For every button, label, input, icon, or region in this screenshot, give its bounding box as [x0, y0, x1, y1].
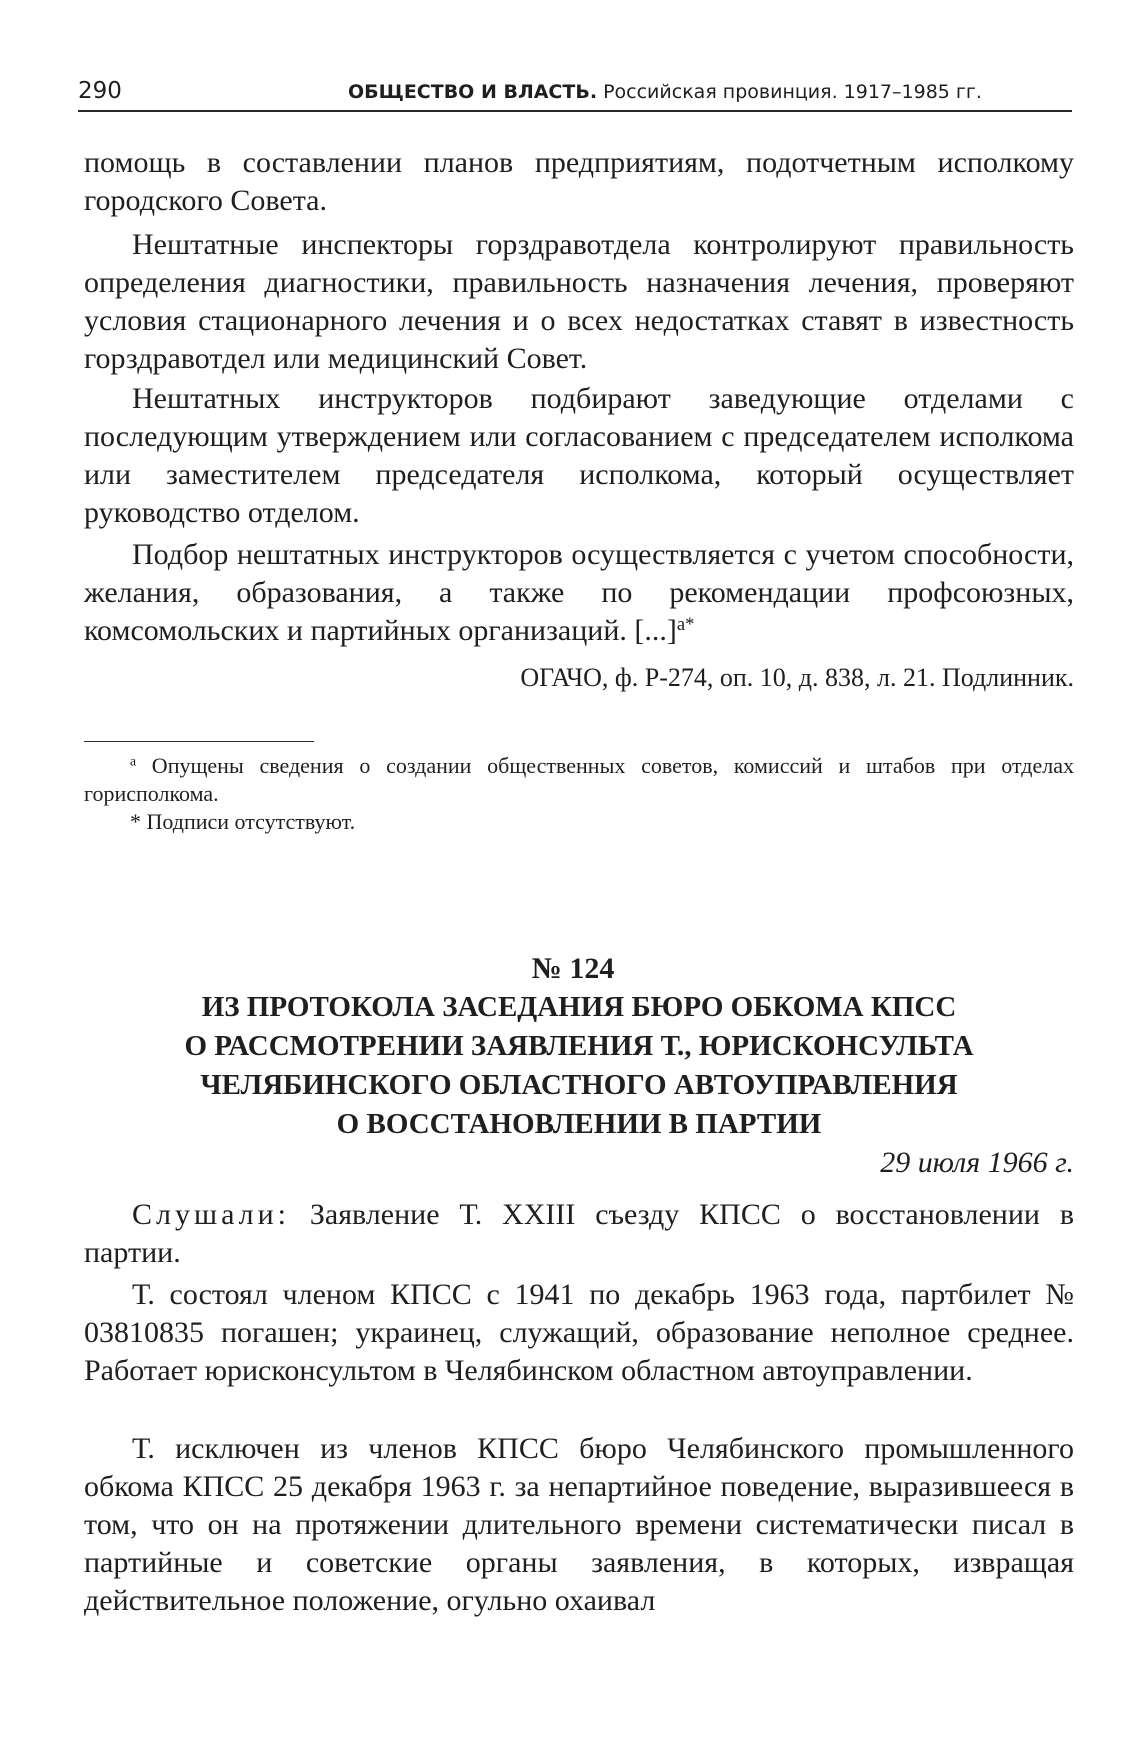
running-title-rest: Российская провинция. 1917–1985 гг.	[597, 81, 982, 103]
paragraph-membership	[84, 1276, 1074, 1390]
running-header	[78, 76, 1072, 112]
paragraph-text: Нештатные инспекторы горздравотдела контролируют правильность определения диагностики, правильность назначения лечения, проверяют условия стационарного лечения и о всех недостатках ставят в известность горздравотдел или медицинский Совет.	[84, 228, 1074, 375]
paragraph-text: помощь в составлении планов предприятиям, подотчетным исполкому городского Совета.	[84, 146, 1074, 217]
document-number: № 124	[531, 952, 615, 985]
paragraph-text: Т. исключен из членов КПСС бюро Челябинского промышленного обкома КПСС 25 декабря 1963 г. за непартийное поведение, выразившееся в том, что он на протяжении длительного времени систематически писал в партийные и советские органы заявления, в которых, извращая действительное положение, огульно охаивал	[84, 1432, 1074, 1617]
footnote-star	[84, 808, 1074, 836]
heard-text: Заявление Т. XXIII съезду КПСС о восстановлении в партии.	[84, 1198, 1074, 1269]
document-title-line: О РАССМОТРЕНИИ ЗАЯВЛЕНИЯ Т., ЮРИСКОНСУЛЬТА	[184, 1030, 974, 1062]
paragraph-inspectors	[84, 226, 1074, 378]
paragraph-text	[84, 1196, 1074, 1272]
running-title-bold: ОБЩЕСТВО И ВЛАСТЬ.	[348, 81, 598, 103]
paragraph-heard	[84, 1196, 1074, 1272]
footnote-marks: а*	[676, 613, 695, 635]
footnote-a	[84, 752, 1074, 808]
running-title	[348, 78, 982, 106]
document-title-line: ЧЕЛЯБИНСКОГО ОБЛАСТНОГО АВТОУПРАВЛЕНИЯ	[200, 1069, 958, 1101]
paragraph-text: Нештатных инструкторов подбирают заведующие отделами с последующим утверждением или согласованием с председателем исполкома или заместителем председателя исполкома, который осуществляет руководство отделом.	[84, 382, 1074, 529]
document-date: 29 июля 1966 г.	[880, 1146, 1074, 1179]
footnotes	[84, 752, 1074, 836]
paragraph-text: Т. состоял членом КПСС с 1941 по декабрь 1963 года, партбилет № 03810835 погашен; украинец, служащий, образование неполное среднее. Работает юрисконсультом в Челябинском областном автоуправлении.	[84, 1278, 1074, 1387]
document-title-line: ИЗ ПРОТОКОЛА ЗАСЕДАНИЯ БЮРО ОБКОМА КПСС	[201, 991, 957, 1023]
footnote-mark: а	[130, 753, 137, 769]
paragraph-expulsion	[84, 1430, 1074, 1620]
paragraph-continuation	[84, 144, 1074, 220]
footnote-text: Опущены сведения о создании общественных советов, комиссий и штабов при отделах горисполкома.	[84, 753, 1074, 806]
footnote-text: Подписи отсутствуют.	[141, 809, 356, 834]
paragraph-text-main: Подбор нештатных инструкторов осуществляется с учетом способности, желания, образования, а также по рекомендации профсоюзных, комсомольских и партийных организаций. [...]	[84, 538, 1074, 647]
document-title-line: О ВОССТАНОВЛЕНИИ В ПАРТИИ	[336, 1108, 822, 1140]
footnote-divider	[84, 741, 314, 742]
paragraph-text	[84, 536, 1074, 650]
page-number: 290	[78, 78, 122, 104]
paragraph-instructors-selection	[84, 380, 1074, 532]
footnote-mark: *	[130, 809, 141, 834]
heard-label: Слушали:	[132, 1198, 291, 1231]
document-title	[84, 988, 1074, 1144]
paragraph-instructors-criteria	[84, 536, 1074, 650]
archival-source: ОГАЧО, ф. Р-274, оп. 10, д. 838, л. 21. Подлинник.	[520, 663, 1074, 692]
